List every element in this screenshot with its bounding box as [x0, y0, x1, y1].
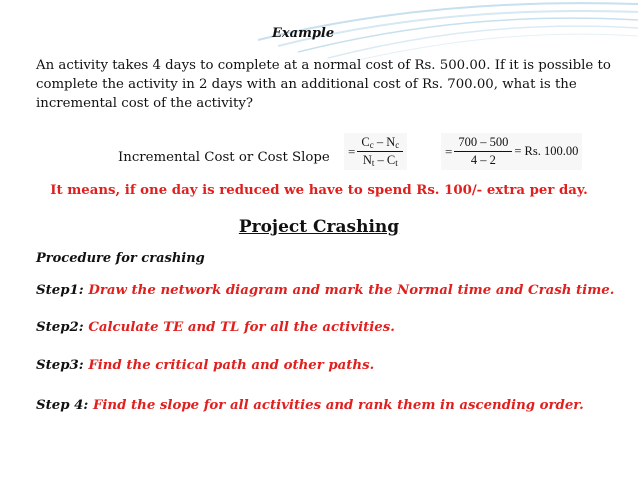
- calc-equals: =: [445, 143, 453, 159]
- example-heading: Example: [272, 26, 335, 41]
- cost-slope-calculation: [441, 133, 582, 170]
- formula-fraction: [357, 135, 403, 168]
- cost-slope-formula: [344, 133, 407, 170]
- question-paragraph: An activity takes 4 days to complete at a normal cost of Rs. 500.00. If it is possible to complete the activity in 2 days with an additional cost of Rs. 700.00, what is the incremental cost of the activity?: [36, 58, 611, 111]
- formula-equals: =: [348, 143, 356, 159]
- formula-denominator: $N_t - C_t$: [362, 153, 398, 168]
- calc-fraction: [454, 135, 512, 168]
- step-2: Step2: Calculate TE and TL for all the activities.: [36, 320, 395, 335]
- calc-numerator: 700 – 500: [454, 135, 512, 152]
- interpretation-note: It means, if one day is reduced we have to spend Rs. 100/- extra per day.: [50, 183, 588, 198]
- cost-slope-label: Incremental Cost or Cost Slope: [118, 150, 330, 165]
- calc-denominator: 4 – 2: [470, 153, 496, 167]
- step-3: Step3: Find the critical path and other paths.: [36, 358, 375, 373]
- step-4: Step 4: Find the slope for all activities and rank them in ascending order.: [36, 398, 584, 413]
- calc-result: = Rs. 100.00: [514, 144, 579, 158]
- formula-numerator: $C_c - N_c$: [357, 135, 403, 152]
- step-1: Step1: Draw the network diagram and mark the Normal time and Crash time.: [36, 283, 615, 298]
- section-title: Project Crashing: [238, 217, 400, 237]
- procedure-label: Procedure for crashing: [36, 251, 205, 266]
